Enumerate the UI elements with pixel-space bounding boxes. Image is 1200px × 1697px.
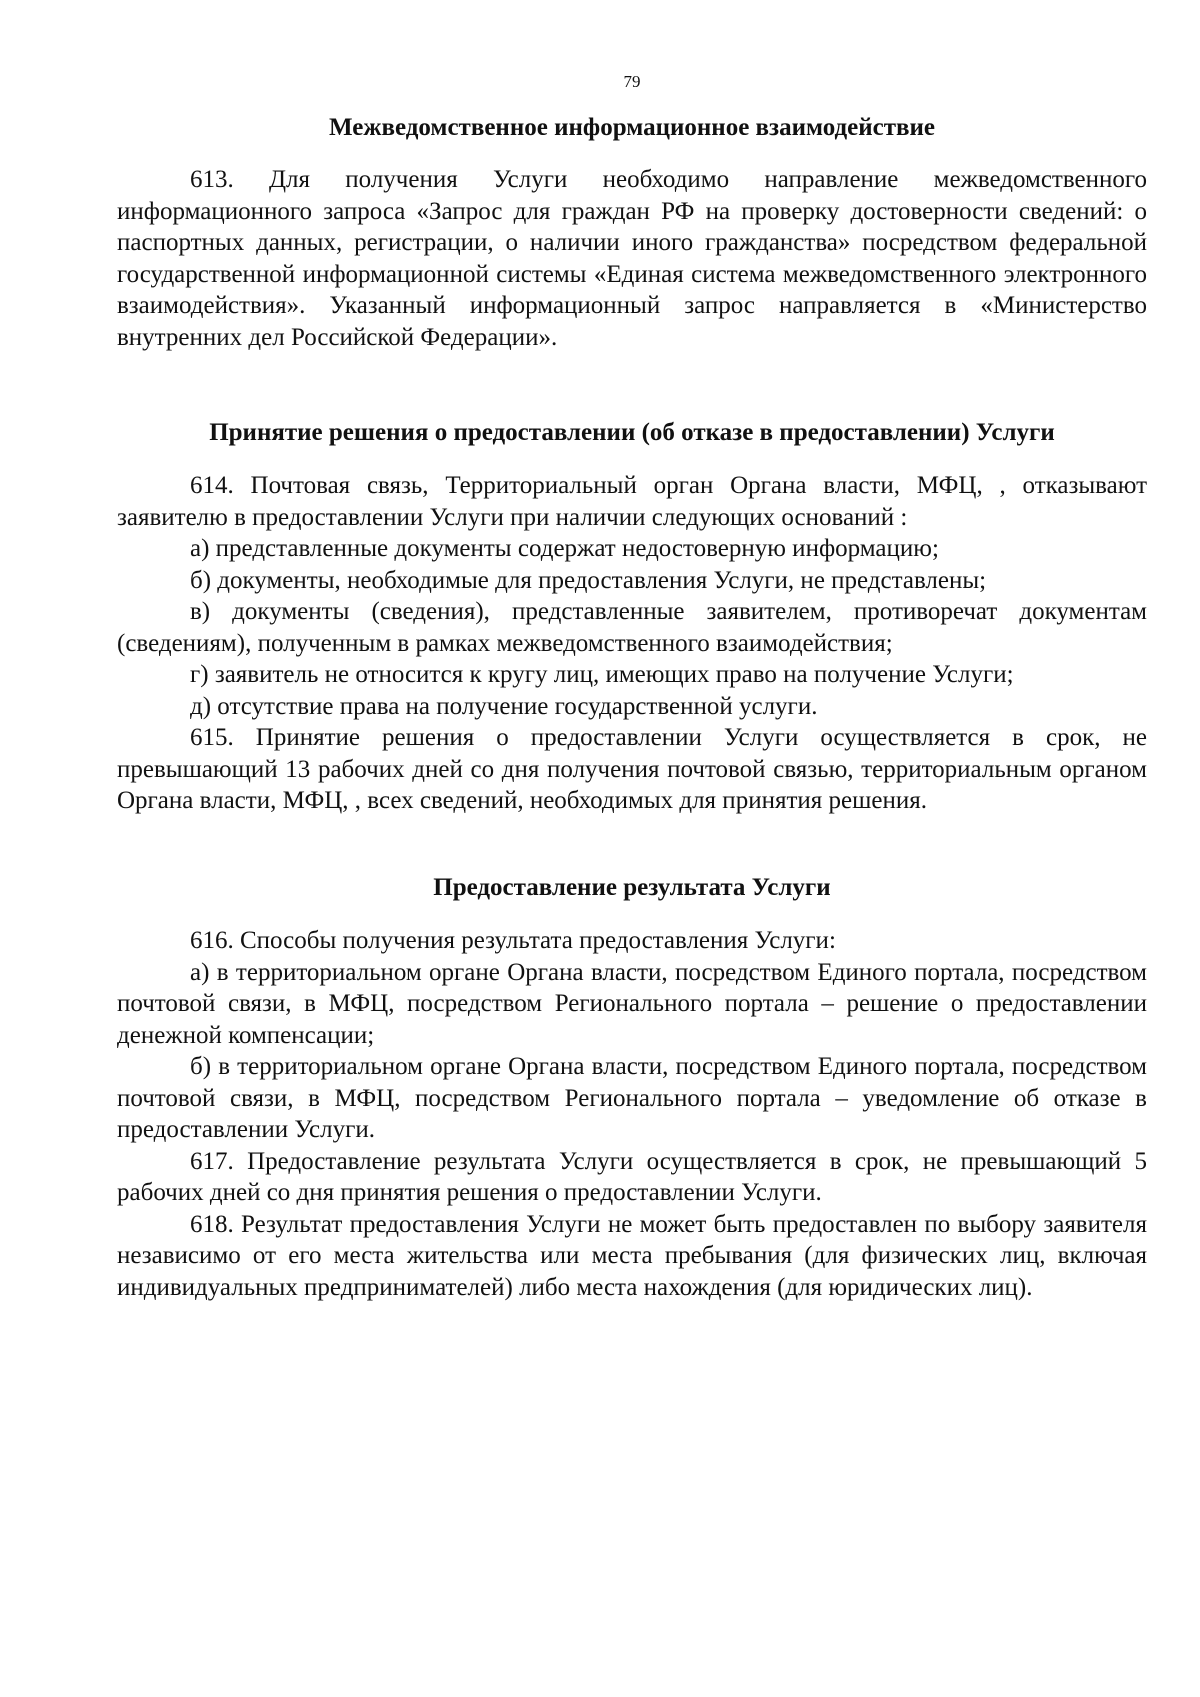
list-item-a-result: а) в территориальном органе Органа власти, посредством Единого портала, посредством почтовой связи, в МФЦ, посредством Регионального портала – решение о предоставлении денежной компенсации; bbox=[117, 958, 1147, 1049]
section-body-decision bbox=[117, 470, 1147, 817]
page-number: 79 bbox=[623, 72, 641, 91]
list-item-a: а) представленные документы содержат недостоверную информацию; bbox=[190, 535, 939, 562]
paragraph-615: 615. Принятие решения о предоставлении Услуги осуществляется в срок, не превышающий 13 рабочих дней со дня получения почтовой связью, территориальным органом Органа власти, МФЦ, , всех сведений, необходимых для принятия решения. bbox=[117, 724, 1147, 814]
list-item-b: б) документы, необходимые для предоставления Услуги, не представлены; bbox=[190, 566, 987, 594]
list-item-g: г) заявитель не относится к кругу лиц, имеющих право на получение Услуги; bbox=[190, 661, 1014, 688]
list-item-d: д) отсутствие права на получение государственной услуги. bbox=[190, 692, 818, 720]
section-heading-decision: Принятие решения о предоставлении (об отказе в предоставлении) Услуги bbox=[209, 419, 1055, 446]
list-item-v: в) документы (сведения), представленные заявителем, противоречат документам (сведениям), полученным в рамках межведомственного взаимодействия; bbox=[117, 598, 1147, 657]
paragraph-616: 616. Способы получения результата предоставления Услуги: bbox=[190, 927, 836, 954]
paragraph-618: 618. Результат предоставления Услуги не может быть предоставлен по выбору заявителя независимо от его места жительства или места пребывания (для физических лиц, включая индивидуальных предпринимателей) либо места нахождения (для юридических лиц). bbox=[117, 1210, 1147, 1301]
section-heading-result: Предоставление результата Услуги bbox=[433, 874, 831, 901]
list-item-b-result: б) в территориальном органе Органа власти, посредством Единого портала, посредством почтовой связи, в МФЦ, посредством Регионального портала – уведомление об отказе в предоставлении Услуги. bbox=[117, 1053, 1147, 1143]
paragraph-617: 617. Предоставление результата Услуги осуществляется в срок, не превышающий 5 рабочих дней со дня принятия решения о предоставлении Услуги. bbox=[117, 1147, 1147, 1206]
section-heading-interagency: Межведомственное информационное взаимодействие bbox=[329, 114, 935, 141]
section-body-interagency bbox=[117, 164, 1147, 353]
paragraph-613: 613. Для получения Услуги необходимо направление межведомственного информационного запроса «Запрос для граждан РФ на проверку достоверности сведений: о паспортных данных, регистрации, о наличии иного гражданства» посредством федеральной государственной информационной системы «Единая система межведомственного электронного взаимодействия». Указанный информационный запрос направляется в «Министерство внутренних дел Российской Федерации». bbox=[117, 166, 1147, 351]
section-body-result bbox=[117, 925, 1147, 1303]
paragraph-614: 614. Почтовая связь, Территориальный орган Органа власти, МФЦ, , отказывают заявителю в предоставлении Услуги при наличии следующих оснований : bbox=[117, 472, 1147, 531]
